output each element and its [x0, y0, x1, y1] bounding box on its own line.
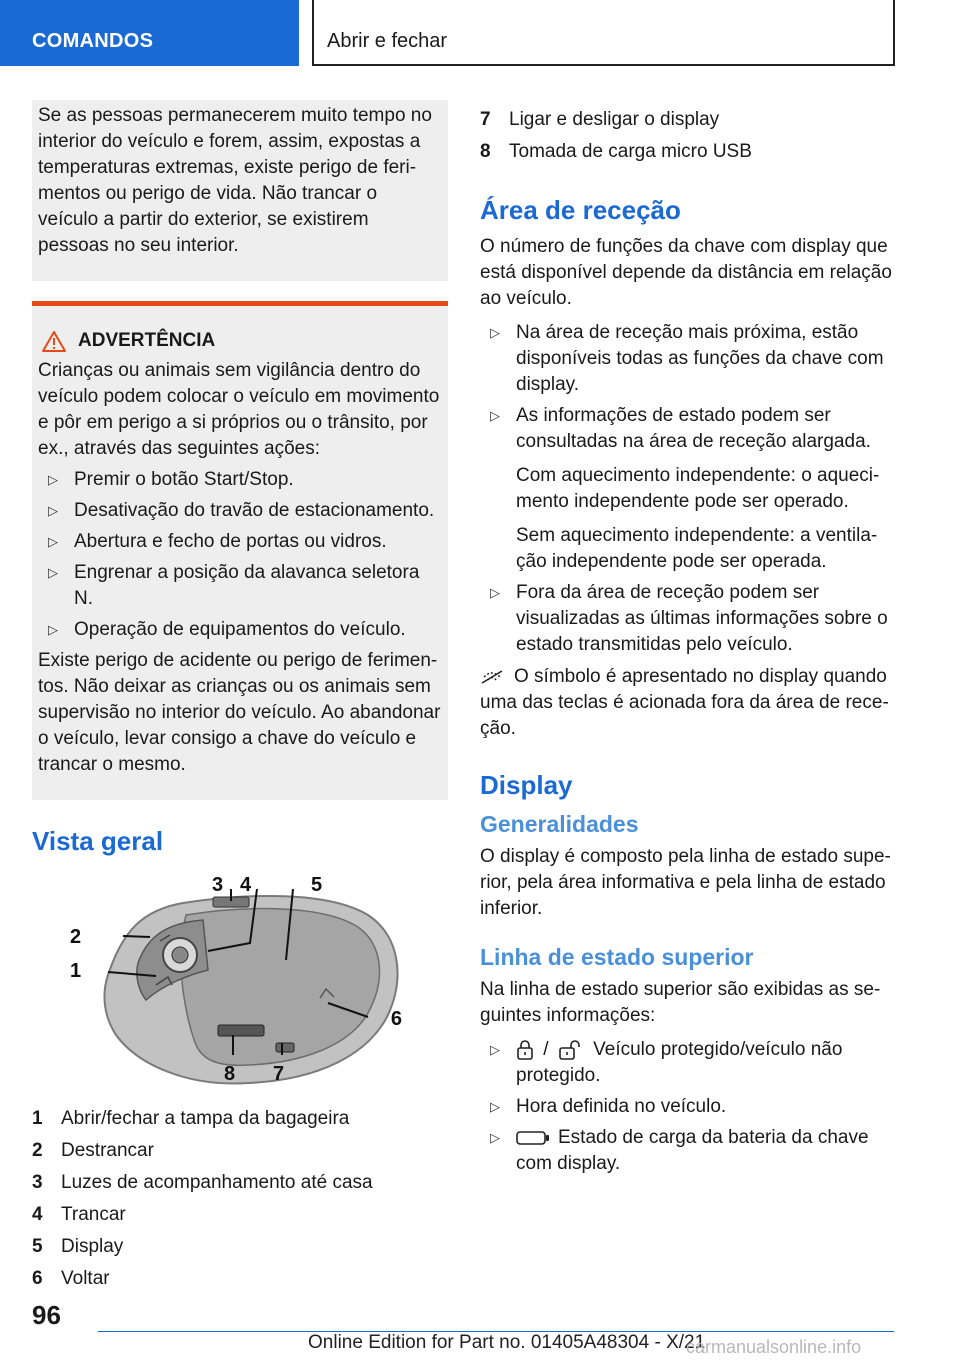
out-of-range-icon — [480, 669, 504, 685]
callout-label-3: 3 — [212, 875, 224, 896]
legend-item: 7 Ligar e desligar o display — [480, 109, 720, 130]
reception-intro: O número de funções da chave com display que está disponível depende da distância em relação ao veículo. — [480, 236, 892, 309]
legend-item: 6 Voltar — [32, 1268, 110, 1289]
warning-box-continued — [32, 100, 448, 281]
list-item: ▷ Engrenar a posição da alavanca seletora N. — [48, 562, 420, 609]
callout-label-6: 6 — [390, 1008, 402, 1030]
sub-paragraph: Com aquecimento independente: o aquecimento independente pode ser operado. — [516, 465, 880, 512]
triangle-bullet-icon: ▷ — [490, 1099, 500, 1114]
triangle-bullet-icon: ▷ — [490, 325, 500, 340]
display-key-illustration — [68, 875, 408, 1100]
legend-item: 4 Trancar — [32, 1204, 126, 1225]
callout-label-1: 1 — [70, 960, 82, 982]
legend-item: 5 Display — [32, 1236, 124, 1257]
lock-closed-icon — [516, 1040, 534, 1060]
key-illustration — [68, 875, 408, 1100]
symbol-note: O símbolo é apresentado no display quando uma das teclas é acionada fora da área de receção. — [480, 666, 889, 739]
status-intro: Na linha de estado superior são exibidas as seguintes informações: — [480, 979, 881, 1026]
icon-separator: / — [543, 1039, 549, 1060]
sub-paragraph: Sem aquecimento independente: a ventilação independente pode ser operada. — [516, 525, 878, 572]
left-column — [32, 100, 448, 1298]
list-item: ▷ Premir o botão Start/Stop. — [38, 467, 442, 493]
warning-title: ADVERTÊNCIA — [78, 330, 216, 351]
legend-item: 3 Luzes de acompanhamento até casa — [32, 1172, 373, 1193]
callout-label-5: 5 — [311, 875, 323, 896]
battery-icon — [516, 1130, 550, 1146]
figure-legend-continued — [480, 107, 894, 165]
triangle-bullet-icon: ▷ — [490, 585, 500, 600]
list-item: ▷ / Veículo protegido/veículo não protegido. — [490, 1039, 843, 1086]
list-item: ▷ Estado de carga da bateria da chave com display. — [490, 1127, 869, 1174]
warning-triangle-icon — [42, 331, 66, 352]
list-item: ▷ Hora definida no veículo. — [480, 1094, 894, 1120]
triangle-bullet-icon: ▷ — [490, 1130, 500, 1145]
page-number: 96 — [32, 1300, 61, 1330]
list-item: ▷ Fora da área de receção podem ser visualizadas as últimas informações sobre o estado transmitidas pelo veículo. — [490, 582, 888, 655]
edition-footer: Online Edition for Part no. 01405A48304 - X/21 — [308, 1332, 706, 1353]
lock-open-icon — [558, 1040, 584, 1060]
callout-label-7: 7 — [273, 1063, 285, 1085]
chapter-title: Abrir e fechar — [312, 0, 895, 66]
reception-list — [480, 320, 894, 658]
display-heading: Display — [480, 770, 573, 800]
triangle-bullet-icon: ▷ — [490, 408, 500, 423]
triangle-bullet-icon: ▷ — [48, 503, 58, 518]
list-item: ▷ Desativação do travão de estacionamento. — [38, 498, 442, 524]
watermark: carmanualsonline.info — [686, 1337, 862, 1357]
list-item: ▷ Abertura e fecho de portas ou vidros. — [38, 529, 442, 555]
triangle-bullet-icon: ▷ — [490, 1042, 500, 1057]
legend-item: 1 Abrir/fechar a tampa da bagageira — [32, 1108, 350, 1129]
legend-item: 8 Tomada de carga micro USB — [480, 141, 752, 162]
warning-intro: Crianças ou animais sem vigilância dentro do veículo podem colocar o veículo em movimento e pôr em perigo a si próprios ou o trânsito, por ex., através das seguintes ações: — [38, 360, 440, 459]
legend-item: 2 Destrancar — [32, 1140, 154, 1161]
status-list — [480, 1037, 894, 1177]
general-text: O display é composto pela linha de estado superior, pela área informativa e pela linha de estado inferior. — [480, 846, 891, 919]
figure-legend — [32, 1106, 448, 1292]
triangle-bullet-icon: ▷ — [48, 622, 58, 637]
page-header — [0, 0, 960, 66]
list-item: ▷ Operação de equipamentos do veículo. — [38, 617, 442, 643]
callout-label-8: 8 — [224, 1063, 236, 1085]
warning-text: Se as pessoas permanecerem muito tempo no interior do veículo e forem, assim, expostas a temperaturas extremas, existe perigo de ferimentos ou perigo de vida. Não trancar o veículo a partir do exterior, se existirem pessoas no seu interior. — [38, 105, 432, 256]
section-tab: COMANDOS — [0, 0, 299, 66]
callout-label-2: 2 — [70, 926, 82, 948]
warning-outro: Existe perigo de acidente ou perigo de ferimentos. Não deixar as crianças ou os animais sem supervisão no interior do veículo. Ao abandonar o veículo, levar consigo a chave do veículo e trancar o mesmo. — [38, 650, 441, 775]
reception-heading: Área de receção — [480, 195, 681, 225]
status-heading: Linha de estado superior — [480, 944, 754, 970]
triangle-bullet-icon: ▷ — [48, 534, 58, 549]
warning-heading — [38, 330, 442, 352]
warning-box — [32, 301, 448, 800]
overview-heading: Vista geral — [32, 826, 164, 856]
general-heading: Generalidades — [480, 811, 639, 837]
callout-label-4: 4 — [240, 875, 252, 896]
warning-action-list — [38, 467, 442, 643]
list-item: ▷ Na área de receção mais próxima, estão disponíveis todas as funções da chave com display. — [490, 322, 884, 395]
triangle-bullet-icon: ▷ — [48, 565, 58, 580]
right-column — [480, 100, 894, 1182]
list-item: ▷ As informações de estado podem ser consultadas na área de receção alargada. Com aquecimento independente: o aquecimento independente pode ser operado. Sem aquecimento independente: a ventilação independente pode ser operada. — [480, 403, 894, 575]
triangle-bullet-icon: ▷ — [48, 472, 58, 487]
